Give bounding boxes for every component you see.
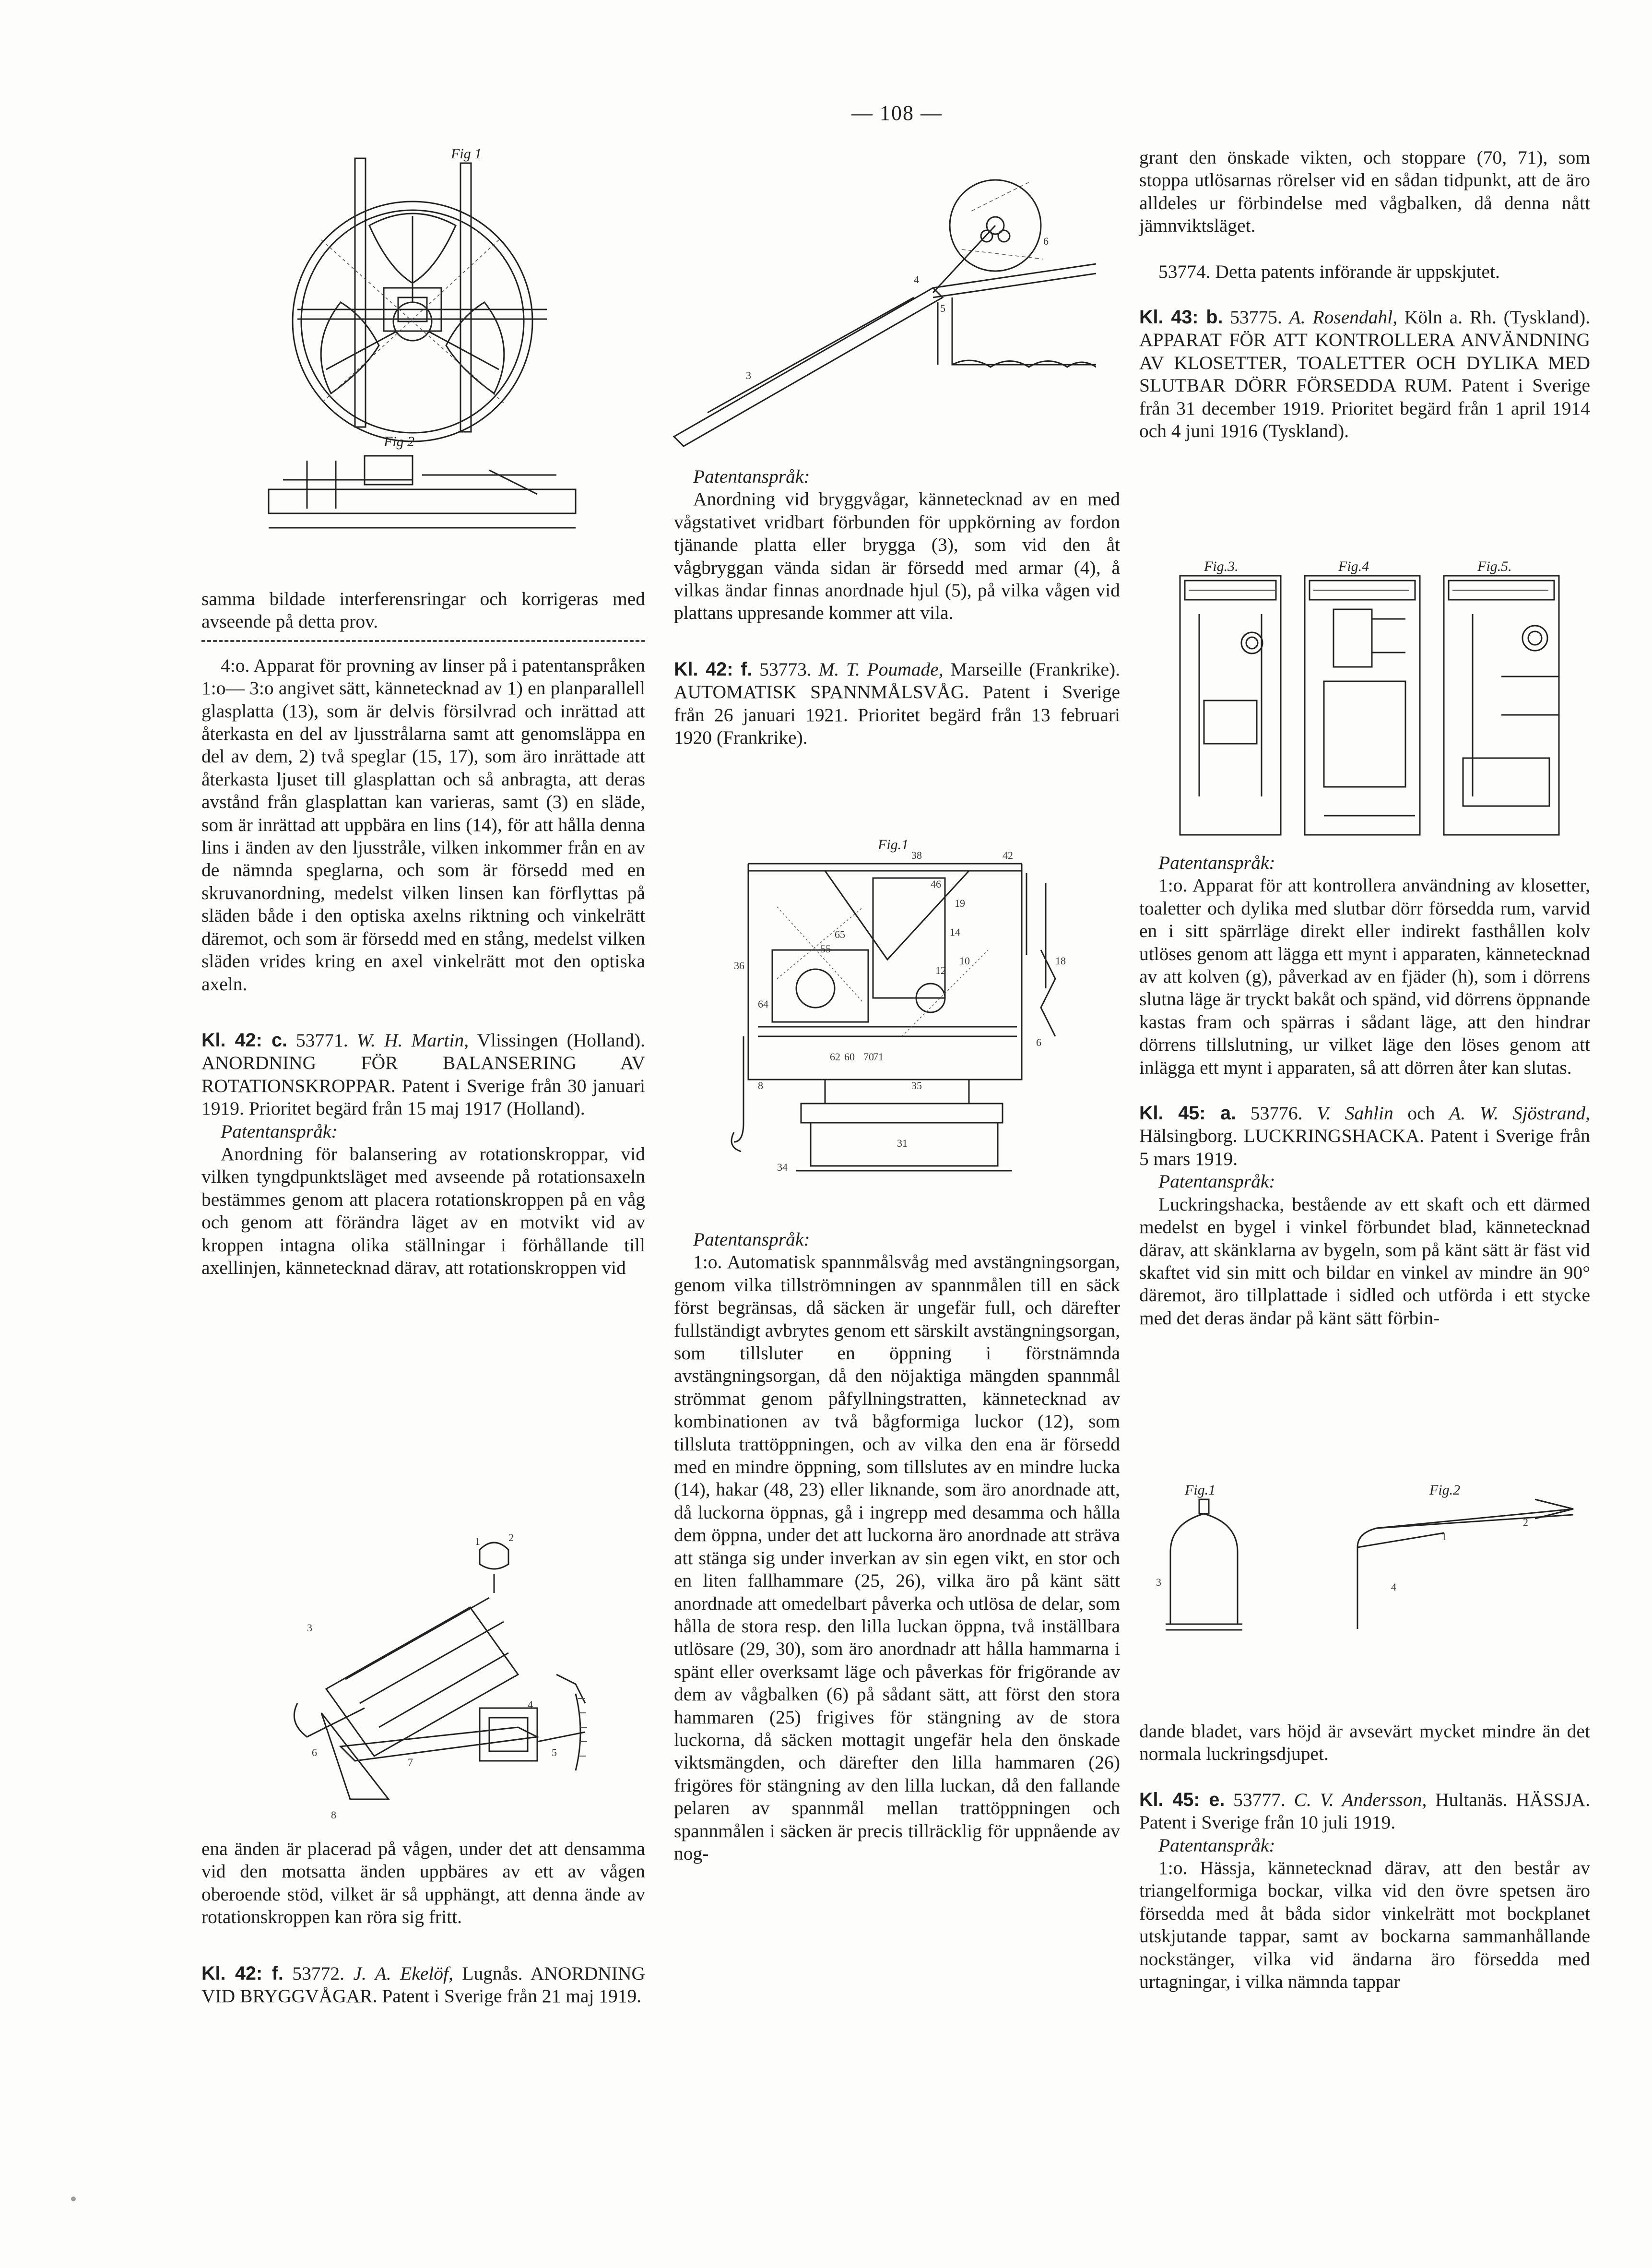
hoe-label-2: 2 [1523, 1516, 1528, 1528]
interferometer-drawing [211, 144, 614, 566]
grain-scale-label-60: 60 [844, 1051, 855, 1063]
entry-53775-class: Kl. 43: b. [1139, 307, 1223, 328]
bridge-scale-label-4: 4 [914, 273, 919, 285]
column-1-lower [201, 1838, 645, 2007]
entry-53776-inventor-2: A. W. Sjöstrand, [1449, 1103, 1591, 1124]
column-3-lower [1139, 1720, 1590, 1993]
entry-53772-details: Lugnås. ANORDNING VID BRYGGVÅGAR. Patent i Sverige från 21 maj 1919. [201, 1962, 645, 2007]
interferometer-figure [211, 144, 614, 566]
balancing-label-7: 7 [408, 1756, 413, 1768]
grain-scale-label-12: 12 [935, 964, 946, 976]
entry-53776-details: Hälsingborg. LUCKRINGSHACKA. Patent i Sverige från 5 mars 1919. [1139, 1125, 1590, 1169]
entry-53772-number: 53772. [292, 1962, 344, 1984]
entry-53776-inventor-1: V. Sahlin [1317, 1103, 1393, 1124]
entry-53772-heading [201, 1962, 645, 2008]
hoe-label-4: 4 [1391, 1581, 1396, 1593]
entry-53771-number: 53771. [296, 1029, 348, 1051]
grain-scale-label-42: 42 [1003, 849, 1013, 861]
entry-53776-claim-heading: Patentanspråk: [1158, 1171, 1275, 1192]
entry-53777-claim: 1:o. Hässja, kännetecknad därav, att den består av triangelformiga bockar, vilka vid den övre spetsen äro försedda med åt båda sidor vinkelrätt mot bockplanet utskjutande tappar, samt av bockarna sammanhållande nockstänger, vilka vid ändarna äro försedda med urtagningar, i vilka nämnda tappar [1139, 1857, 1590, 1993]
entry-53773-details: Marseille (Frankrike). AUTOMATISK SPANNMÅLSVÅG. Patent i Sverige från 26 januari 1921. Prioritet begärd från 13 februari 1920 (Frankrike). [674, 658, 1121, 748]
entry-53772-inventor: J. A. Ekelöf, [353, 1962, 453, 1984]
entry-53771-claim-heading: Patentanspråk: [221, 1120, 338, 1142]
entry-53772-class: Kl. 42: f. [201, 1962, 283, 1984]
grain-scale-label-38: 38 [911, 849, 922, 861]
balancing-drawing [269, 1531, 604, 1828]
entry-53773-number: 53773. [759, 658, 812, 680]
grain-scale-label-19: 19 [955, 897, 965, 909]
balancing-label-6: 6 [312, 1746, 317, 1758]
entry-53777-number: 53777. [1233, 1789, 1286, 1810]
entry-53771-class: Kl. 42: c. [201, 1029, 287, 1051]
entry-53773-heading [674, 658, 1120, 749]
grain-scale-label-62: 62 [830, 1051, 840, 1063]
entry-53775-details: Köln a. Rh. (Tyskland). APPARAT FÖR ATT KONTROLLERA ANVÄNDNING AV KLOSETTER, TOALETTER OCH DYLIKA MED SLUTBAR DÖRR FÖRSEDDA RUM. Patent i Sverige från 31 december 1919. Prioritet begärd från 1 april 1914 och 4 juni 1916 (Tyskland). [1139, 307, 1591, 442]
balancing-label-5: 5 [552, 1746, 557, 1758]
entry-53772-claim-heading: Patentanspråk: [693, 466, 810, 487]
hoe-drawing [1151, 1480, 1583, 1639]
entry-53775-claim: 1:o. Apparat för att kontrollera användning av klosetter, toaletter och dylika med slutbar dörr försedda rum, varvid en i sitt spärrläge direkt eller indirekt fasthållen kolv utlöses genom att lägga ett mynt i apparaten, kännetecknad av att kolven (g), påverkad av en fjäder (h), som i dörrens slutna läge är tryckt bakåt och spänd, vid dörrens öppnande kastas fram och spärras i sådant läge, att den hindrar dörrens tillslutning, ur vilket läge den löses genom att inlägga ett mynt i apparaten, så att dörren åter kan slutas. [1139, 875, 1590, 1078]
column-3-upper [1139, 146, 1590, 442]
entry-53774-note: 53774. Detta patents införande är uppskjutet. [1158, 261, 1500, 282]
hoe-figure [1151, 1480, 1583, 1639]
entry-53773-claim-heading: Patentanspråk: [693, 1229, 810, 1250]
balancing-label-8: 8 [331, 1809, 336, 1821]
balancing-label-2: 2 [508, 1532, 514, 1544]
grain-scale-label-8: 8 [758, 1080, 763, 1092]
grain-scale-label-35: 35 [911, 1080, 922, 1092]
grain-scale-label-55: 55 [820, 943, 831, 955]
grain-scale-drawing [729, 835, 1074, 1214]
bridge-scale-label-3: 3 [746, 369, 751, 381]
page-number: — 108 — [851, 101, 943, 125]
grain-scale-label-71: 71 [873, 1051, 884, 1063]
interferometer-fig2-label: Fig 2 [384, 434, 415, 450]
entry-53777-heading [1139, 1789, 1590, 1834]
column-2-upper [674, 465, 1120, 749]
bridge-scale-figure [664, 154, 1096, 451]
entry-53777-inventor: C. V. Andersson, [1294, 1789, 1427, 1810]
grain-scale-label-31: 31 [897, 1137, 908, 1149]
entry-53777-claim-heading: Patentanspråk: [1158, 1834, 1275, 1856]
toilet-drawing [1166, 557, 1578, 849]
hoe-fig1-label: Fig.1 [1185, 1482, 1216, 1498]
entry-53773-inventor: M. T. Poumade, [818, 658, 944, 680]
grain-scale-label-36: 36 [734, 960, 744, 972]
toilet-fig5-label: Fig.5. [1477, 558, 1512, 574]
entry-53776-number: 53776. [1250, 1103, 1303, 1124]
entry-53777-details: Hultanäs. HÄSSJA. Patent i Sverige från 10 juli 1919. [1139, 1789, 1591, 1833]
entry-53775-claim-heading: Patentanspråk: [1158, 852, 1275, 873]
balancing-label-4: 4 [528, 1698, 533, 1710]
entry-53775-inventor: A. Rosendahl, [1289, 307, 1398, 328]
grain-scale-label-14: 14 [950, 926, 960, 938]
balancing-label-3: 3 [307, 1622, 312, 1634]
interferometer-fig1-label: Fig 1 [451, 146, 482, 162]
grain-scale-label-6: 6 [1036, 1036, 1041, 1048]
bridge-scale-label-6: 6 [1043, 235, 1049, 247]
toilet-figure [1166, 557, 1578, 849]
entry-53772-claim: Anordning vid bryggvågar, kännetecknad av en med vågstativet vridbart förbunden för uppkörning av fordon tjänande platta eller brygga (3), som vid den åt vågbryggan vända sidan är försedd med armar (4), å vilkas ändar finnas anordnade hjul (5), på vilka vågen vid plattans uppresande kommer att vila. [674, 488, 1120, 624]
bridge-scale-drawing [664, 154, 1096, 451]
hoe-fig2-label: Fig.2 [1429, 1482, 1461, 1498]
entry-53771-claim-continued: ena änden är placerad på vågen, under det att densamma vid den motsatta änden uppbäres av ett av vågen oberoende stöd, vilket är så upphängt, att denna ände av rotationskroppen kan röra sig fritt. [201, 1838, 645, 1928]
entry-53776-claim: Luckringshacka, bestående av ett skaft och ett därmed medelst en bygel i vinkel förbundet blad, kännetecknad därav, att skänklarna av bygeln, som på känt sätt är fäst vid skaftet vid sin mitt och bildar en vinkel av mindre än 90° däremot, äro tillplattade i sidled och utförda i ett stycke med det deras ändar på känt sätt förbin- [1139, 1193, 1590, 1329]
grain-scale-label-65: 65 [835, 928, 845, 940]
entry-53775-heading [1139, 306, 1590, 442]
entry-53777-class: Kl. 45: e. [1139, 1789, 1225, 1810]
entry-53771-inventor: W. H. Martin, [356, 1029, 469, 1051]
entry-53776-and: och [1407, 1103, 1435, 1124]
paragraph-claim-4: 4:o. Apparat för provning av linser på i patentanspråken 1:o— 3:o angivet sätt, kännetecknad av 1) en planparallell glasplatta (13), som är delvis försilvrad och inrättad att återkasta en del av ljusstrålarna samt att genomsläppa en del av dem, 2) två speglar (15, 17), som äro inrättade att återkasta ljuset till glasplattan och så anbragta, att deras avstånd från glasplattan kan varieras, samt (3) en släde, som är inrättad att uppbära en lins (14), för att hålla denna lins i änden av den ljusstråle, vilken inkommer från en av de nämnda speglarna, och som är försedd med en skruvanordning, medelst vilken linsen kan förflyttas på släden både i den optiska axelns riktning och vinkelrätt däremot, och som är försedd med en stång, medelst vilken släden vrides kring en axel vinkelrätt mot den optiska axeln. [201, 654, 645, 995]
entry-53771-claim: Anordning för balansering av rotationskroppar, vid vilken tyngdpunktsläget med avseende på rotationsaxeln bestämmes genom att placera rotationskroppen på en våg och genom att förändra läget av en motvikt vid av kroppen intagna olika ställningar i förhållande till axellinjen, kännetecknad därav, att rotationskroppen vid [201, 1143, 645, 1278]
grain-scale-label-34: 34 [777, 1161, 788, 1173]
entry-53776-heading [1139, 1102, 1590, 1170]
dashed-separator [201, 640, 645, 642]
entry-53773-claim-end: grant den önskade vikten, och stoppare (70, 71), som stoppa utlösarnas rörelser vid en sådan tidpunkt, att de äro alldeles ur förbindelse med vågbalken, då denna nått jämnviktsläget. [1139, 147, 1590, 237]
balancing-figure [269, 1531, 604, 1828]
grain-scale-label-10: 10 [959, 955, 970, 967]
toilet-fig3-label: Fig.3. [1204, 558, 1239, 574]
column-2-lower [674, 1228, 1120, 1865]
column-3-middle [1139, 852, 1590, 1330]
entry-53776-class: Kl. 45: a. [1139, 1103, 1237, 1124]
entry-53773-claim: 1:o. Automatisk spannmålsvåg med avstängningsorgan, genom vilka tillströmningen av spannmålen till en säck först begränsas, då säcken är ungefär full, och därefter fullständigt avbrytes genom ett särskilt avstängningsorgan, som tillsluter en öppning i förstnämnda avstängningsorgan, då den nöjaktiga mängden spannmål strömmat genom påfyllningstratten, kännetecknad av kombinationen av två bågformiga luckor (12), som tillsluta trattöppningen, och av vilka den ena är försedd med en mindre öppning, som tillslutes av en mindre lucka (14), hakar (48, 23) eller liknande, som äro anordnade att, då luckorna öppnas, gå i ingrepp med desamma och hålla dem öppna, under det att luckorna äro anordnade att sträva att stänga sig under inverkan av sin egen vikt, en stor och en liten fallhammare (25, 26), vilka äro på känt sätt anordnade att omedelbart påverka och utlösa de delar, som hålla de stora resp. den lilla luckan öppna, två inställbara utlösare (29, 30), som äro anordnadr att hålla hammarna i spänt eller overksamt läge och påverkas för frigörande av dem av vågbalken (6) på sådant sätt, att först den stora hammaren (25) frigives för stängning av de stora luckorna, då säcken mottagit ungefär hela den önskade viktsmängden, och därefter den lilla hammaren (26) frigöres för stängning av den lilla luckan, då den fallande pelaren av spannmål mellan trattöppningen och spannmålen i säcken är precis tillräcklig för uppnående av nog- [674, 1251, 1120, 1864]
paragraph-interference-rings: samma bildade interferensringar och korrigeras med avseende på detta prov. [201, 588, 645, 632]
hoe-label-1: 1 [1441, 1531, 1447, 1543]
grain-scale-label-18: 18 [1055, 955, 1066, 967]
grain-scale-label-70: 70 [863, 1051, 874, 1063]
grain-scale-label-46: 46 [931, 878, 941, 890]
grain-scale-figure [729, 835, 1074, 1214]
grain-scale-title: Fig.1 [878, 837, 909, 853]
hoe-label-3: 3 [1156, 1576, 1161, 1588]
bridge-scale-label-5: 5 [940, 302, 945, 314]
grain-scale-label-64: 64 [758, 998, 768, 1010]
paper-speck [71, 2197, 76, 2201]
balancing-label-1: 1 [475, 1535, 480, 1547]
entry-53775-number: 53775. [1230, 307, 1282, 328]
toilet-fig4-label: Fig.4 [1338, 558, 1369, 574]
column-1-upper [201, 588, 645, 1279]
entry-53771-details: Vlissingen (Holland). ANORDNING FÖR BALANSERING AV ROTATIONSKROPPAR. Patent i Sverige från 30 januari 1919. Prioritet begärd från 15 maj 1917 (Holland). [201, 1029, 646, 1119]
entry-53771-heading [201, 1029, 645, 1120]
entry-53776-claim-continued: dande bladet, vars höjd är avsevärt mycket mindre än det normala luckringsdjupet. [1139, 1721, 1590, 1765]
entry-53773-class: Kl. 42: f. [674, 658, 753, 680]
